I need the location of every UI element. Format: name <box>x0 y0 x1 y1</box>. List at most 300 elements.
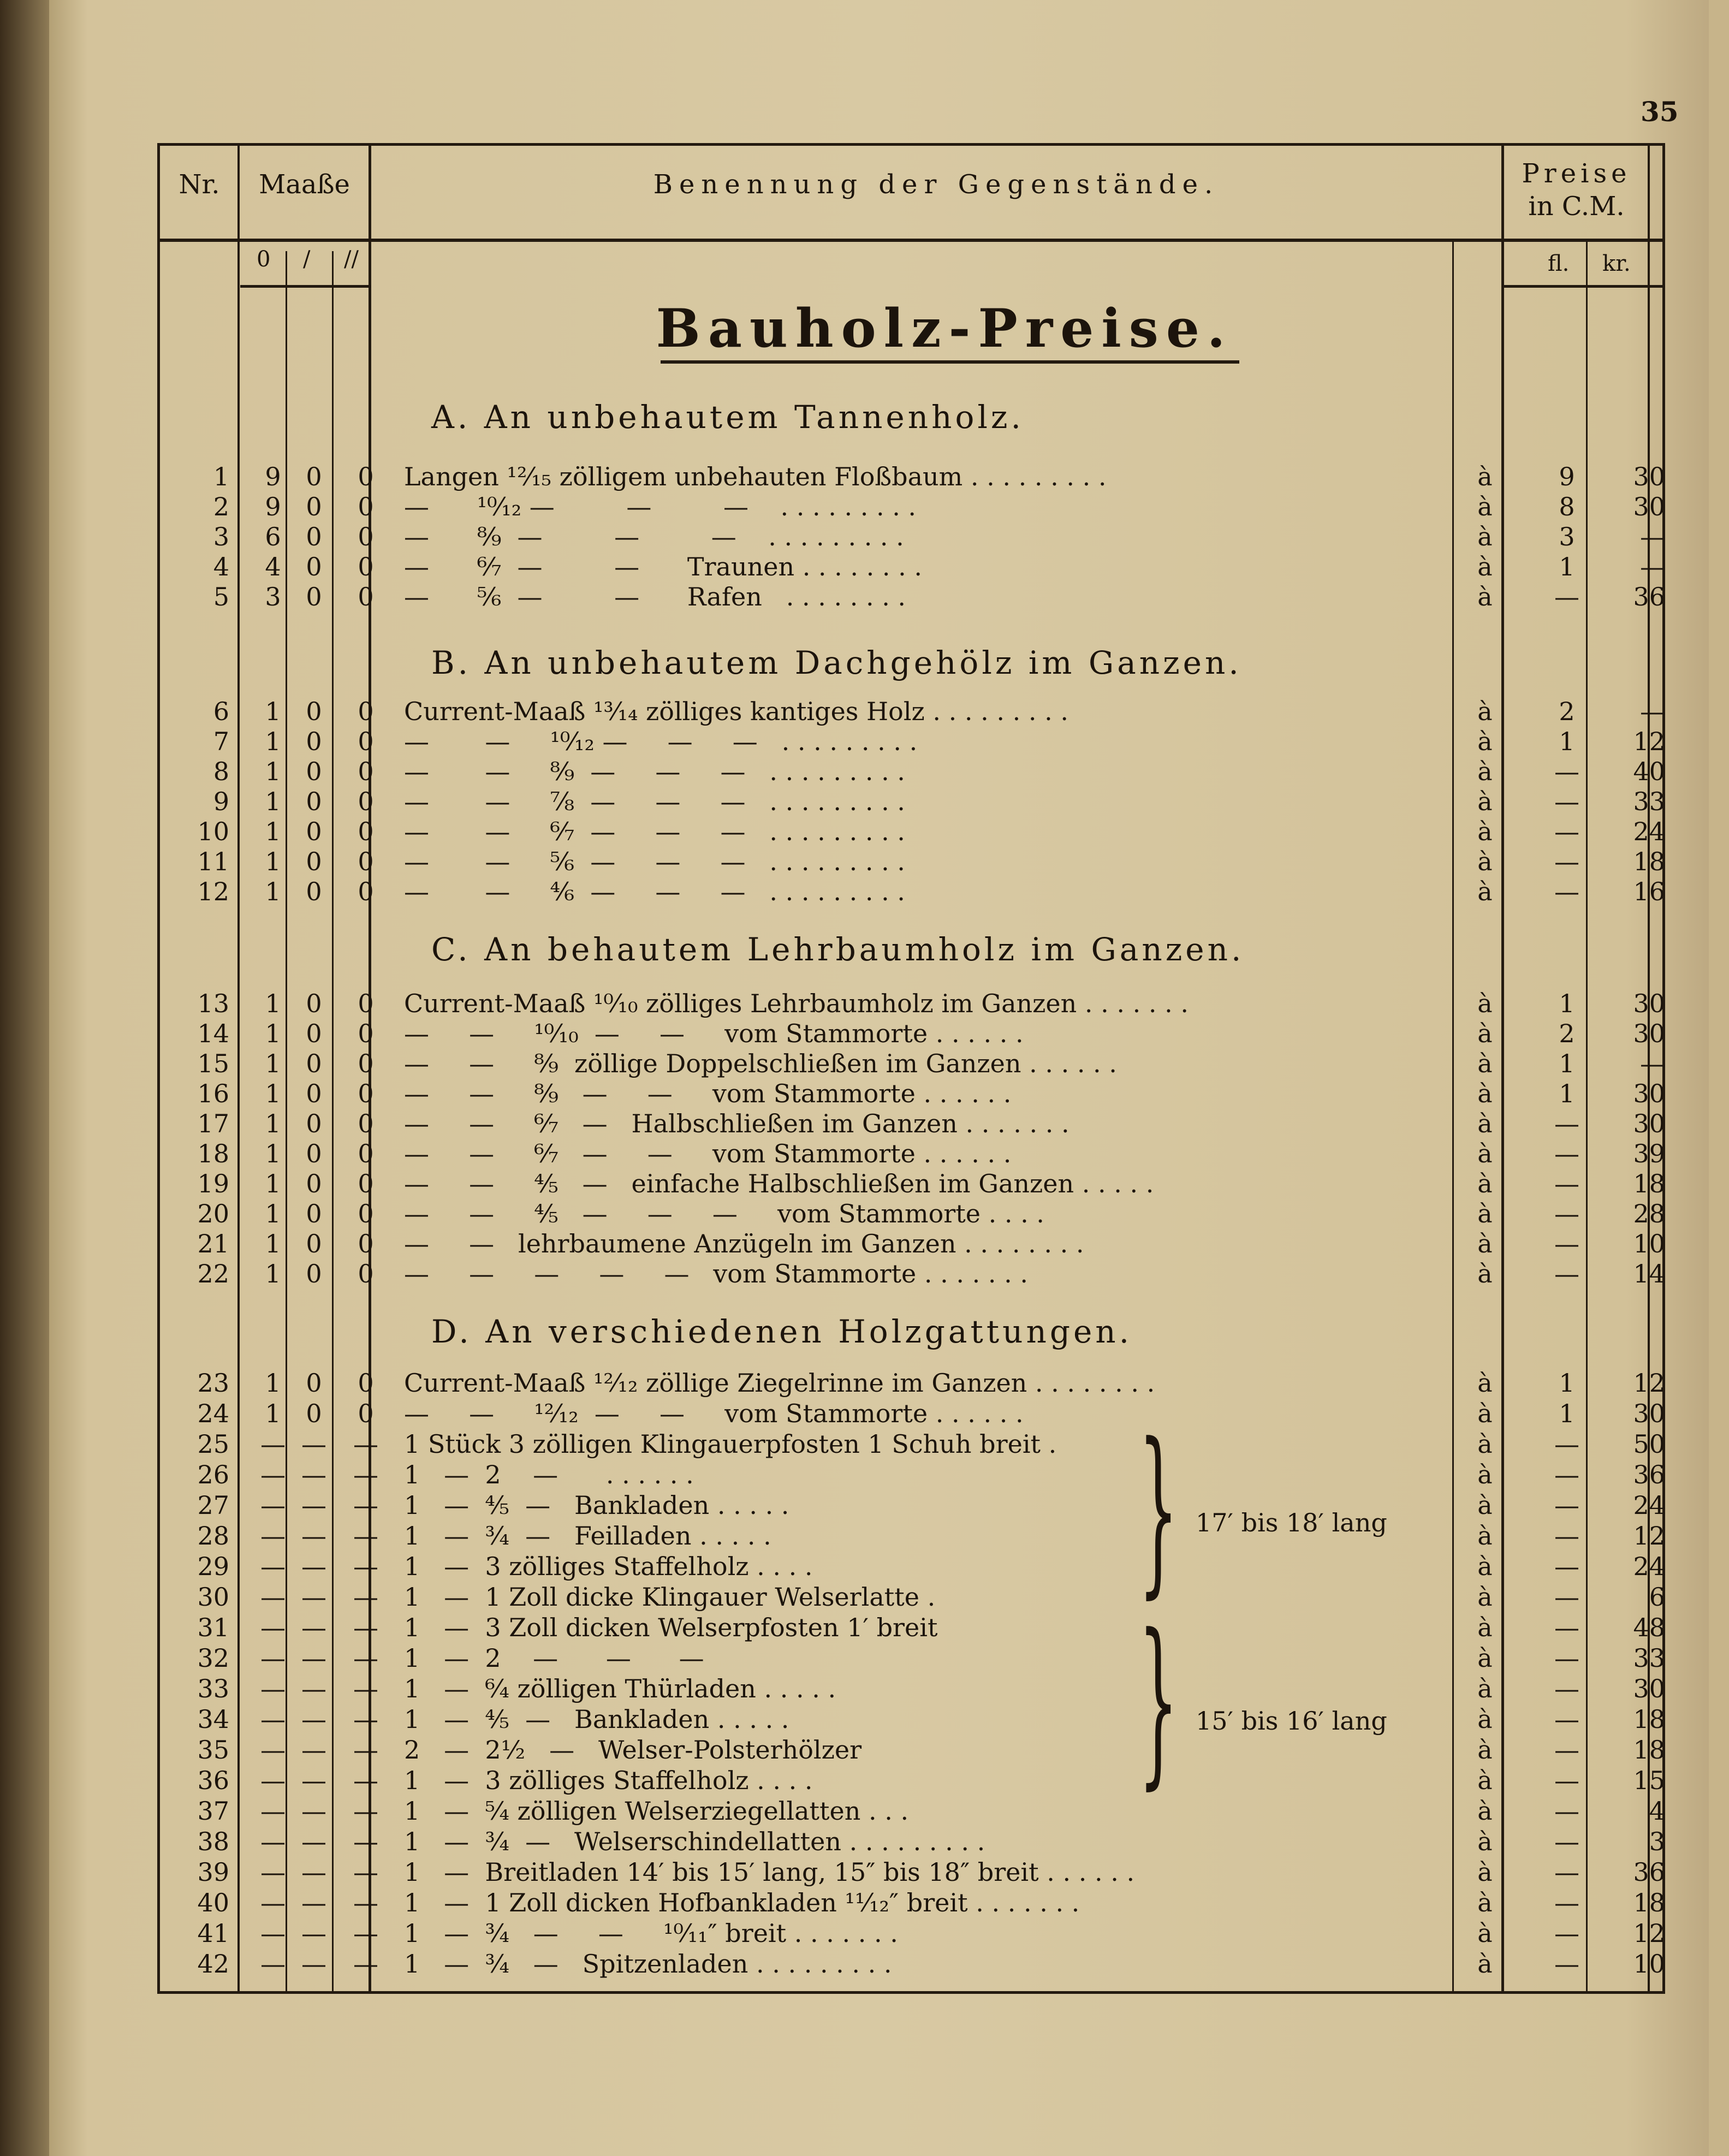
row-description: — — ⁶⁄₇ — Halbschließen im Ganzen . . . . . . . <box>404 1109 1070 1138</box>
maass-inch: 0 <box>358 1139 374 1168</box>
row-description: 1 — 3 zölliges Staffelholz . . . . <box>404 1766 813 1795</box>
row-description: — — ⁸⁄₉ — — — . . . . . . . . . <box>404 757 905 786</box>
table-row <box>164 1643 1665 1673</box>
price-kr: 36 <box>1633 582 1665 611</box>
price-kr: 30 <box>1633 462 1665 491</box>
row-number: 40 <box>197 1888 229 1917</box>
table-row <box>164 726 1665 757</box>
row-a-prefix: à <box>1477 1735 1493 1765</box>
maass-inch: — <box>353 1613 378 1642</box>
maass-inch: 0 <box>358 492 374 521</box>
row-number: 38 <box>197 1827 229 1856</box>
row-description: 2 — 2½ — Welser-Polsterhölzer <box>404 1735 862 1765</box>
row-description: — ⁸⁄₉ — — — . . . . . . . . . <box>404 522 904 551</box>
price-fl: — <box>1554 1674 1579 1703</box>
brace-lower: } <box>1138 1596 1179 1805</box>
maass-zero: 1 <box>265 877 281 906</box>
maass-zero: — <box>260 1674 286 1703</box>
row-number: 10 <box>197 817 229 846</box>
row-description: — — ⁵⁄₆ — — — . . . . . . . . . <box>404 847 905 876</box>
row-a-prefix: à <box>1477 522 1493 551</box>
maass-zero: 1 <box>265 1139 281 1168</box>
row-a-prefix: à <box>1477 1766 1493 1795</box>
maass-inch: — <box>353 1552 378 1581</box>
maass-zero: 1 <box>265 1079 281 1108</box>
row-a-prefix: à <box>1477 1169 1493 1198</box>
row-number: 12 <box>197 877 229 906</box>
price-kr: 30 <box>1633 492 1665 521</box>
row-a-prefix: à <box>1477 1199 1493 1228</box>
maass-zero: — <box>260 1857 286 1887</box>
price-fl: — <box>1554 1552 1579 1581</box>
row-a-prefix: à <box>1477 1460 1493 1489</box>
price-kr: 18 <box>1633 1169 1665 1198</box>
section-b-heading: B. An unbehautem Dachgehölz im Ganzen. <box>431 644 1242 681</box>
maass-foot: 0 <box>306 1259 322 1288</box>
row-a-prefix: à <box>1477 1521 1493 1551</box>
price-fl: — <box>1554 1460 1579 1489</box>
table-row <box>164 876 1665 907</box>
maass-foot: — <box>301 1674 326 1703</box>
maass-foot: 0 <box>306 877 322 906</box>
price-fl: — <box>1554 1704 1579 1734</box>
maass-zero: 9 <box>265 492 281 521</box>
row-description: — — ¹⁰⁄₁₂ — — — . . . . . . . . . <box>404 727 918 756</box>
table-row <box>164 1198 1665 1229</box>
maass-zero: 1 <box>265 727 281 756</box>
row-description: 1 — 2 — . . . . . . <box>404 1460 694 1489</box>
section-d-heading: D. An verschiedenen Holzgattungen. <box>431 1313 1133 1350</box>
price-kr: 33 <box>1633 787 1665 816</box>
price-kr: 24 <box>1633 1490 1665 1520</box>
row-description: 1 — ⁴⁄₅ — Bankladen . . . . . <box>404 1490 789 1520</box>
price-kr: 36 <box>1633 1857 1665 1887</box>
maass-inch: 0 <box>358 989 374 1018</box>
price-fl: — <box>1554 847 1579 876</box>
table-row <box>164 1168 1665 1199</box>
maass-zero: 1 <box>265 847 281 876</box>
row-number: 8 <box>213 757 229 786</box>
row-a-prefix: à <box>1477 1109 1493 1138</box>
row-a-prefix: à <box>1477 877 1493 906</box>
price-kr: 12 <box>1633 727 1665 756</box>
row-description: Current-Maaß ¹³⁄₁₄ zölliges kantiges Holz . . . . . . . . . <box>404 697 1068 726</box>
row-a-prefix: à <box>1477 727 1493 756</box>
row-a-prefix: à <box>1477 462 1493 491</box>
maass-foot: — <box>301 1857 326 1887</box>
table-row <box>164 1887 1665 1918</box>
price-fl: — <box>1554 1582 1579 1612</box>
price-kr: 48 <box>1633 1613 1665 1642</box>
row-a-prefix: à <box>1477 582 1493 611</box>
row-number: 33 <box>197 1674 229 1703</box>
maass-inch: 0 <box>358 1109 374 1138</box>
maass-foot: — <box>301 1521 326 1551</box>
price-kr: 30 <box>1633 1399 1665 1428</box>
price-fl: 1 <box>1559 1368 1575 1398</box>
table-row <box>164 816 1665 847</box>
price-fl: 2 <box>1559 1019 1575 1048</box>
row-a-prefix: à <box>1477 1229 1493 1258</box>
row-number: 24 <box>197 1399 229 1428</box>
price-kr: 16 <box>1633 877 1665 906</box>
maass-zero: 1 <box>265 757 281 786</box>
price-kr: 12 <box>1633 1521 1665 1551</box>
row-number: 5 <box>213 582 229 611</box>
maass-zero: — <box>260 1490 286 1520</box>
row-a-prefix: à <box>1477 1582 1493 1612</box>
row-description: 1 — ⁴⁄₅ — Bankladen . . . . . <box>404 1704 789 1734</box>
row-number: 21 <box>197 1229 229 1258</box>
row-number: 20 <box>197 1199 229 1228</box>
row-number: 27 <box>197 1490 229 1520</box>
price-kr: 24 <box>1633 817 1665 846</box>
row-description: — — lehrbaumene Anzügeln im Ganzen . . . . . . . . <box>404 1229 1084 1258</box>
price-fl: — <box>1554 1521 1579 1551</box>
row-number: 31 <box>197 1613 229 1642</box>
price-kr: 4 <box>1649 1796 1665 1826</box>
maass-foot: — <box>301 1429 326 1459</box>
maass-foot: — <box>301 1704 326 1734</box>
row-a-prefix: à <box>1477 1674 1493 1703</box>
maass-inch: 0 <box>358 697 374 726</box>
row-a-prefix: à <box>1477 1049 1493 1078</box>
row-number: 35 <box>197 1735 229 1765</box>
price-kr: 6 <box>1649 1582 1665 1612</box>
price-fl: — <box>1554 877 1579 906</box>
row-number: 41 <box>197 1919 229 1948</box>
maass-foot: 0 <box>306 492 322 521</box>
maass-inch: — <box>353 1674 378 1703</box>
maass-foot: 0 <box>306 817 322 846</box>
price-fl: 1 <box>1559 552 1575 581</box>
maass-inch: — <box>353 1490 378 1520</box>
row-a-prefix: à <box>1477 1019 1493 1048</box>
row-description: — — ¹⁰⁄₁₀ — — vom Stammorte . . . . . . <box>404 1019 1024 1048</box>
row-number: 23 <box>197 1368 229 1398</box>
maass-zero: — <box>260 1949 286 1979</box>
row-number: 1 <box>213 462 229 491</box>
maass-foot: — <box>301 1460 326 1489</box>
row-description: 1 — 3 zölliges Staffelholz . . . . <box>404 1552 813 1581</box>
table-row <box>164 1048 1665 1079</box>
maass-inch: 0 <box>358 877 374 906</box>
row-description: — — ⁸⁄₉ — — vom Stammorte . . . . . . <box>404 1079 1012 1108</box>
price-kr: 18 <box>1633 1888 1665 1917</box>
maass-inch: — <box>353 1643 378 1673</box>
row-number: 42 <box>197 1949 229 1979</box>
price-kr: 28 <box>1633 1199 1665 1228</box>
price-fl: — <box>1554 1827 1579 1856</box>
maass-zero: 9 <box>265 462 281 491</box>
table-row <box>164 756 1665 787</box>
row-a-prefix: à <box>1477 1368 1493 1398</box>
brace-label-upper: 17′ bis 18′ lang <box>1196 1508 1387 1537</box>
row-number: 18 <box>197 1139 229 1168</box>
price-kr: 50 <box>1633 1429 1665 1459</box>
maass-inch: — <box>353 1704 378 1734</box>
row-a-prefix: à <box>1477 492 1493 521</box>
maass-inch: — <box>353 1582 378 1612</box>
row-description: — — ⁸⁄₉ zöllige Doppelschließen im Ganzen . . . . . . <box>404 1049 1117 1078</box>
table-row <box>164 1765 1665 1796</box>
maass-foot: 0 <box>306 1229 322 1258</box>
row-description: 1 — 1 Zoll dicke Klingauer Welserlatte . <box>404 1582 936 1612</box>
maass-zero: — <box>260 1919 286 1948</box>
maass-foot: 0 <box>306 1019 322 1048</box>
row-number: 9 <box>213 787 229 816</box>
maass-zero: 1 <box>265 1199 281 1228</box>
maass-zero: 1 <box>265 1049 281 1078</box>
price-kr: 39 <box>1633 1139 1665 1168</box>
maass-foot: 0 <box>306 847 322 876</box>
row-description: Current-Maaß ¹⁰⁄₁₀ zölliges Lehrbaumholz im Ganzen . . . . . . . <box>404 989 1189 1018</box>
maass-inch: 0 <box>358 1079 374 1108</box>
brace-upper: } <box>1138 1405 1179 1614</box>
maass-zero: 1 <box>265 817 281 846</box>
maass-zero: 3 <box>265 582 281 611</box>
price-fl: — <box>1554 1796 1579 1826</box>
maass-foot: — <box>301 1735 326 1765</box>
maass-inch: — <box>353 1796 378 1826</box>
maass-foot: 0 <box>306 462 322 491</box>
price-kr: — <box>1640 522 1665 551</box>
row-a-prefix: à <box>1477 1079 1493 1108</box>
row-description: — — ¹²⁄₁₂ — — vom Stammorte . . . . . . <box>404 1399 1024 1428</box>
row-number: 17 <box>197 1109 229 1138</box>
row-description: — ⁶⁄₇ — — Traunen . . . . . . . . <box>404 552 923 581</box>
maass-inch: — <box>353 1460 378 1489</box>
price-fl: 8 <box>1559 492 1575 521</box>
row-number: 39 <box>197 1857 229 1887</box>
row-a-prefix: à <box>1477 1704 1493 1734</box>
row-description: 1 — ³⁄₄ — Welserschindellatten . . . . . . . . . <box>404 1827 985 1856</box>
title-underline <box>661 360 1239 364</box>
row-description: — — ⁴⁄₆ — — — . . . . . . . . . <box>404 877 905 906</box>
row-description: Current-Maaß ¹²⁄₁₂ zöllige Ziegelrinne im Ganzen . . . . . . . . <box>404 1368 1155 1398</box>
row-number: 7 <box>213 727 229 756</box>
row-number: 14 <box>197 1019 229 1048</box>
row-description: — — ⁶⁄₇ — — vom Stammorte . . . . . . <box>404 1139 1012 1168</box>
row-a-prefix: à <box>1477 989 1493 1018</box>
table-row <box>164 1582 1665 1612</box>
section-a-heading: A. An unbehautem Tannenholz. <box>431 399 1024 436</box>
table-row <box>164 1857 1665 1887</box>
price-fl: 2 <box>1559 697 1575 726</box>
maass-zero: 1 <box>265 1399 281 1428</box>
price-fl: — <box>1554 1199 1579 1228</box>
maass-inch: — <box>353 1919 378 1948</box>
maass-zero: 1 <box>265 989 281 1018</box>
row-description: — — ⁶⁄₇ — — — . . . . . . . . . <box>404 817 905 846</box>
table-row <box>164 1368 1665 1398</box>
row-number: 13 <box>197 989 229 1018</box>
price-kr: 30 <box>1633 989 1665 1018</box>
price-fl: — <box>1554 1429 1579 1459</box>
row-description: 1 — ³⁄₄ — Feilladen . . . . . <box>404 1521 771 1551</box>
maass-zero: — <box>260 1643 286 1673</box>
price-fl: — <box>1554 1139 1579 1168</box>
price-kr: 30 <box>1633 1019 1665 1048</box>
row-number: 29 <box>197 1552 229 1581</box>
price-fl: — <box>1554 1919 1579 1948</box>
maass-foot: — <box>301 1827 326 1856</box>
row-description: 1 — Breitladen 14′ bis 15′ lang, 15″ bis 18″ breit . . . . . . <box>404 1857 1135 1887</box>
maass-foot: 0 <box>306 1169 322 1198</box>
row-a-prefix: à <box>1477 1919 1493 1948</box>
row-a-prefix: à <box>1477 757 1493 786</box>
price-kr: 30 <box>1633 1109 1665 1138</box>
price-fl: — <box>1554 1888 1579 1917</box>
row-a-prefix: à <box>1477 1613 1493 1642</box>
maass-zero: — <box>260 1521 286 1551</box>
row-number: 22 <box>197 1259 229 1288</box>
price-fl: — <box>1554 1229 1579 1258</box>
row-a-prefix: à <box>1477 1643 1493 1673</box>
header-fl: fl. <box>1548 251 1570 276</box>
row-a-prefix: à <box>1477 1139 1493 1168</box>
maass-foot: 0 <box>306 1079 322 1108</box>
row-a-prefix: à <box>1477 697 1493 726</box>
header-kr: kr. <box>1602 251 1631 276</box>
maass-foot: 0 <box>306 1368 322 1398</box>
table-row <box>164 846 1665 877</box>
maass-inch: 0 <box>358 552 374 581</box>
maass-inch: 0 <box>358 787 374 816</box>
row-number: 19 <box>197 1169 229 1198</box>
row-a-prefix: à <box>1477 787 1493 816</box>
row-a-prefix: à <box>1477 1827 1493 1856</box>
maass-foot: — <box>301 1766 326 1795</box>
maass-zero: 1 <box>265 1259 281 1288</box>
row-description: 1 — ³⁄₄ — Spitzenladen . . . . . . . . . <box>404 1949 892 1979</box>
price-kr: 40 <box>1633 757 1665 786</box>
table-row <box>164 551 1665 582</box>
maass-inch: 0 <box>358 1019 374 1048</box>
table-row <box>164 1612 1665 1643</box>
price-kr: 18 <box>1633 1704 1665 1734</box>
price-fl: — <box>1554 787 1579 816</box>
row-number: 4 <box>213 552 229 581</box>
table-row <box>164 1735 1665 1765</box>
maass-foot: 0 <box>306 582 322 611</box>
row-number: 30 <box>197 1582 229 1612</box>
table-row <box>164 1490 1665 1521</box>
maass-foot: — <box>301 1796 326 1826</box>
row-number: 11 <box>197 847 229 876</box>
maass-inch: 0 <box>358 1199 374 1228</box>
price-fl: 9 <box>1559 462 1575 491</box>
row-description: 1 — ⁵⁄₄ zölligen Welserziegellatten . . . <box>404 1796 909 1826</box>
price-fl: — <box>1554 1169 1579 1198</box>
table-row <box>164 1018 1665 1049</box>
price-kr: 12 <box>1633 1368 1665 1398</box>
maass-inch: — <box>353 1766 378 1795</box>
maass-foot: 0 <box>306 1109 322 1138</box>
maass-inch: — <box>353 1888 378 1917</box>
price-kr: 36 <box>1633 1460 1665 1489</box>
maass-zero: 1 <box>265 1368 281 1398</box>
maass-zero: — <box>260 1827 286 1856</box>
price-fl: — <box>1554 1766 1579 1795</box>
row-a-prefix: à <box>1477 847 1493 876</box>
table-row <box>164 786 1665 817</box>
maass-zero: 1 <box>265 1169 281 1198</box>
price-fl: 1 <box>1559 1399 1575 1428</box>
table-row <box>164 1138 1665 1169</box>
row-description: — ¹⁰⁄₁₂ — — — . . . . . . . . . <box>404 492 917 521</box>
row-description: 1 — ⁶⁄₄ zölligen Thürladen . . . . . <box>404 1674 836 1703</box>
row-description: — — ⁴⁄₅ — — — vom Stammorte . . . . <box>404 1199 1044 1228</box>
maass-zero: 1 <box>265 787 281 816</box>
table-row <box>164 1673 1665 1704</box>
price-fl: 3 <box>1559 522 1575 551</box>
row-description: — — ⁴⁄₅ — einfache Halbschließen im Ganzen . . . . . <box>404 1169 1154 1198</box>
maass-inch: 0 <box>358 847 374 876</box>
row-number: 37 <box>197 1796 229 1826</box>
maass-inch: 0 <box>358 1049 374 1078</box>
price-fl: 1 <box>1559 1049 1575 1078</box>
maass-foot: 0 <box>306 697 322 726</box>
row-number: 15 <box>197 1049 229 1078</box>
price-kr: 12 <box>1633 1919 1665 1948</box>
page-title: Bauholz-Preise. <box>656 298 1233 359</box>
row-number: 26 <box>197 1460 229 1489</box>
maass-inch: 0 <box>358 1259 374 1288</box>
row-a-prefix: à <box>1477 1888 1493 1917</box>
row-a-prefix: à <box>1477 1429 1493 1459</box>
row-a-prefix: à <box>1477 1552 1493 1581</box>
maass-foot: 0 <box>306 1049 322 1078</box>
maass-foot: — <box>301 1888 326 1917</box>
table-row <box>164 1459 1665 1490</box>
row-a-prefix: à <box>1477 1259 1493 1288</box>
row-description: Langen ¹²⁄₁₅ zölligem unbehauten Floßbaum . . . . . . . . . <box>404 462 1107 491</box>
maass-inch: 0 <box>358 522 374 551</box>
table-row <box>164 1521 1665 1551</box>
price-fl: — <box>1554 582 1579 611</box>
maass-zero: — <box>260 1582 286 1612</box>
row-description: — — ⁷⁄₈ — — — . . . . . . . . . <box>404 787 905 816</box>
maass-inch: — <box>353 1827 378 1856</box>
maass-inch: — <box>353 1949 378 1979</box>
header-benennung: Benennung der Gegenstände. <box>653 169 1220 200</box>
maass-inch: — <box>353 1857 378 1887</box>
price-fl: — <box>1554 1643 1579 1673</box>
row-description: — ⁵⁄₆ — — Rafen . . . . . . . . <box>404 582 906 611</box>
price-kr: — <box>1640 552 1665 581</box>
header-bottom-rule <box>157 239 1665 242</box>
price-kr: — <box>1640 697 1665 726</box>
maass-inch: 0 <box>358 1169 374 1198</box>
price-fl: — <box>1554 1490 1579 1520</box>
brace-label-lower: 15′ bis 16′ lang <box>1196 1706 1387 1736</box>
maass-inch: 0 <box>358 817 374 846</box>
maass-foot: 0 <box>306 522 322 551</box>
price-kr: 18 <box>1633 1735 1665 1765</box>
row-a-prefix: à <box>1477 817 1493 846</box>
row-description: 1 — 2 — — — <box>404 1643 704 1673</box>
row-number: 32 <box>197 1643 229 1673</box>
maass-foot: 0 <box>306 1399 322 1428</box>
table-row <box>164 1918 1665 1949</box>
maass-inch: 0 <box>358 757 374 786</box>
price-fl: — <box>1554 1857 1579 1887</box>
price-kr: 18 <box>1633 847 1665 876</box>
row-a-prefix: à <box>1477 1857 1493 1887</box>
maass-foot: 0 <box>306 1139 322 1168</box>
header-underline-right <box>1504 285 1662 288</box>
